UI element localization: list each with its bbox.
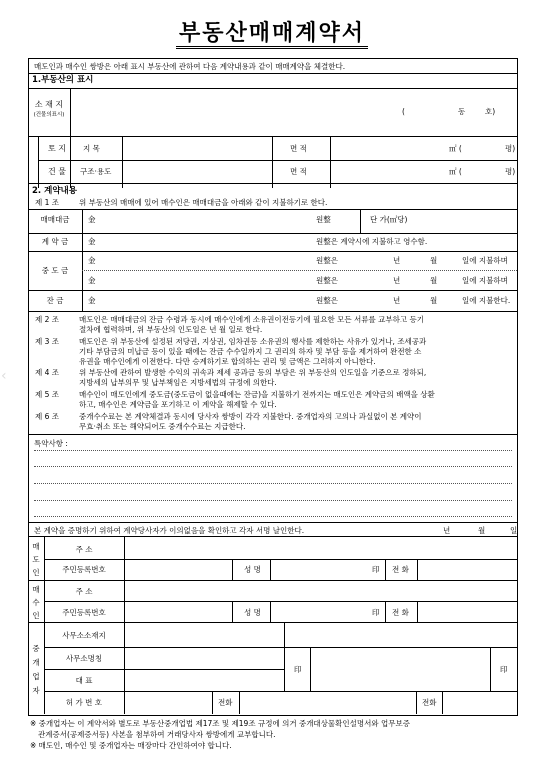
seller-label-1: 매 bbox=[32, 542, 40, 551]
buyer-label-3: 인 bbox=[32, 611, 40, 620]
seller-label-2: 도 bbox=[32, 555, 40, 564]
balance-day: 일에 지불한다. bbox=[462, 296, 511, 305]
land-area-unit: ㎡ ( bbox=[449, 144, 462, 153]
agent-label-2: 개 bbox=[32, 658, 40, 667]
balance-month: 월 bbox=[430, 296, 438, 305]
middle2-geum: 金 bbox=[88, 276, 96, 285]
buyer-label-1: 매 bbox=[32, 585, 40, 594]
location-label: 소 재 지 bbox=[34, 100, 64, 109]
article-line: 유권을 매수인에게 이전한다. 다만 승계하기로 합의하는 권리 및 금액은 그러하지 아니한다. bbox=[79, 357, 376, 366]
middle2-month: 월 bbox=[430, 276, 438, 285]
agent-phone-label-2: 전화 bbox=[422, 698, 437, 707]
article-number: 제 5 조 bbox=[35, 390, 60, 399]
middle2-year: 년 bbox=[393, 276, 401, 285]
balance-won: 원整은 bbox=[316, 296, 338, 305]
section2-heading: 2. 계약내용 bbox=[32, 186, 77, 196]
article-line: 지방세의 납부의무 및 납부책임은 지방세법의 규정에 의한다. bbox=[79, 378, 277, 387]
agent-label-3: 업 bbox=[32, 672, 40, 681]
seller-label-3: 인 bbox=[32, 568, 40, 577]
agent-label-1: 중 bbox=[32, 644, 40, 653]
document-title: 부동산매매계약서 bbox=[178, 21, 366, 46]
deposit-geum: 金 bbox=[88, 237, 96, 246]
article-number: 제 2 조 bbox=[35, 315, 60, 324]
balance-geum: 金 bbox=[88, 296, 96, 305]
seller-address-label: 주 소 bbox=[75, 545, 93, 554]
building-area-unit: ㎡ ( bbox=[449, 167, 462, 176]
unit-price-label: 단 가(㎡당) bbox=[370, 215, 408, 224]
footer-note-2: 관계증서(공제증서등) 사본을 첨부하여 거래당사자 쌍방에게 교부합니다. bbox=[38, 730, 276, 739]
title-underline bbox=[176, 46, 368, 47]
confirm-year: 년 bbox=[443, 526, 451, 535]
license-number-label: 허 가 번 호 bbox=[65, 698, 103, 707]
article-number: 제 3 조 bbox=[35, 337, 60, 346]
middle2-day: 일에 지불하며 bbox=[462, 276, 508, 285]
seller-seal: 印 bbox=[372, 565, 380, 574]
office-address-label: 사무소소재지 bbox=[62, 631, 106, 640]
building-label: 건 물 bbox=[48, 167, 66, 176]
deposit-label: 계 약 금 bbox=[41, 237, 69, 246]
article-number: 제 6 조 bbox=[35, 412, 60, 421]
confirm-line: 본 계약을 증명하기 위하여 계약당사자가 이의없음을 확인하고 각자 서명 날인한다. bbox=[34, 526, 305, 535]
intro-text: 매도인과 매수인 쌍방은 아래 표시 부동산에 관하여 다음 계약내용과 같이 매매계약을 체결한다. bbox=[34, 62, 346, 71]
article-line: 하고, 매수인은 계약금을 포기하고 이 계약을 해제할 수 있다. bbox=[79, 400, 277, 409]
seller-phone-label: 전 화 bbox=[392, 565, 409, 574]
deposit-note: 원整은 계약시에 지불하고 영수함. bbox=[316, 237, 428, 246]
agent-seal-1: 印 bbox=[294, 665, 302, 674]
middle1-day: 일에 지불하며 bbox=[462, 256, 508, 265]
agent-label-4: 자 bbox=[32, 686, 40, 695]
article-line: 중개수수료는 본 계약체결과 동시에 당사자 쌍방이 각각 지불한다. 중개업자의 고의나 과실없이 본 계약이 bbox=[79, 412, 422, 421]
agent-seal-2: 印 bbox=[500, 665, 508, 674]
article-number: 제 4 조 bbox=[35, 368, 60, 377]
land-pyeong: 평) bbox=[505, 144, 516, 153]
seller-name-label: 성 명 bbox=[244, 565, 261, 574]
section1-heading: 1.부동산의 표시 bbox=[32, 75, 94, 85]
dong-label: 동 bbox=[458, 107, 466, 116]
price-label: 매매대금 bbox=[40, 215, 70, 224]
article-line: 위 부동산에 관하여 발생한 수익의 귀속과 제세 공과금 등의 부담은 위 부동산의 인도일을 기준으로 정하되, bbox=[79, 368, 427, 377]
ho-label: 호) bbox=[485, 107, 496, 116]
middle2-won: 원整은 bbox=[316, 276, 338, 285]
representative-label: 대 표 bbox=[75, 676, 93, 685]
contract-frame bbox=[28, 58, 518, 716]
middle1-year: 년 bbox=[393, 256, 401, 265]
office-name-label: 사무소명칭 bbox=[65, 654, 103, 663]
article1-text: 위 부동산의 매매에 있어 매수인은 매매대금을 아래와 같이 지불하기로 한다. bbox=[79, 198, 328, 207]
middle1-month: 월 bbox=[430, 256, 438, 265]
buyer-id-label: 주민등록번호 bbox=[62, 608, 106, 617]
article-line: 기타 부담금의 미납금 등이 있을 때에는 잔금 수수일까지 그 권리의 하자 및 부담 등을 제거하여 완전한 소 bbox=[79, 347, 422, 356]
price-won: 원整 bbox=[316, 215, 331, 224]
article-line: 절차에 협력하며, 위 부동산의 인도일은 년 월 일로 한다. bbox=[79, 325, 263, 334]
article-line: 무효·취소 또는 해약되어도 중개수수료는 지급한다. bbox=[79, 422, 246, 431]
building-structure: 구조·용도 bbox=[80, 167, 112, 176]
balance-year: 년 bbox=[393, 296, 401, 305]
land-jimok: 지 목 bbox=[83, 144, 100, 153]
footer-note-1: ※ 중개업자는 이 계약서와 별도로 부동산중개업법 제17조 및 제19조 규정에 의거 중개대상물확인설명서와 업무보증 bbox=[30, 719, 411, 728]
article-line: 매도인은 매매대금의 잔금 수령과 동시에 매수인에게 소유권이전등기에 필요한 모든 서류를 교부하고 등기 bbox=[79, 315, 425, 324]
building-pyeong: 평) bbox=[505, 167, 516, 176]
buyer-address-label: 주 소 bbox=[75, 587, 93, 596]
footer-note-3: ※ 매도인, 매수인 및 중개업자는 매장마다 간인하여야 합니다. bbox=[30, 741, 232, 750]
land-area-label: 면 적 bbox=[290, 144, 307, 153]
agent-phone-label-1: 전화 bbox=[218, 698, 233, 707]
buyer-label-2: 수 bbox=[32, 598, 40, 607]
seller-id-label: 주민등록번호 bbox=[62, 565, 106, 574]
balance-label: 잔 금 bbox=[46, 296, 64, 305]
location-sublabel: (건물의표시) bbox=[33, 112, 65, 118]
middle1-geum: 金 bbox=[88, 256, 96, 265]
land-label: 토 지 bbox=[48, 144, 66, 153]
confirm-day: 일 bbox=[510, 526, 518, 535]
paren-open: ( bbox=[402, 107, 405, 116]
confirm-month: 월 bbox=[478, 526, 486, 535]
buyer-seal: 印 bbox=[372, 608, 380, 617]
special-terms-label: 특약사항 : bbox=[34, 439, 68, 448]
chevron-left-icon[interactable]: ‹ bbox=[1, 368, 7, 384]
buyer-phone-label: 전 화 bbox=[392, 608, 409, 617]
article-line: 매수인이 매도인에게 중도금(중도금이 없을때에는 잔금)을 지불하기 전까지는 매도인은 계약금의 배액을 상환 bbox=[79, 390, 435, 399]
title-underline bbox=[176, 48, 368, 49]
buyer-name-label: 성 명 bbox=[244, 608, 261, 617]
middle1-won: 원整은 bbox=[316, 256, 338, 265]
article-line: 매도인은 위 부동산에 설정된 저당권, 지상권, 임차권등 소유권의 행사를 제한하는 사유가 있거나, 조세공과 bbox=[79, 337, 427, 346]
middle-payment-label: 중 도 금 bbox=[41, 266, 69, 275]
article1-number: 제 1 조 bbox=[35, 198, 60, 207]
price-geum: 金 bbox=[88, 215, 96, 224]
building-area-label: 면 적 bbox=[290, 167, 307, 176]
